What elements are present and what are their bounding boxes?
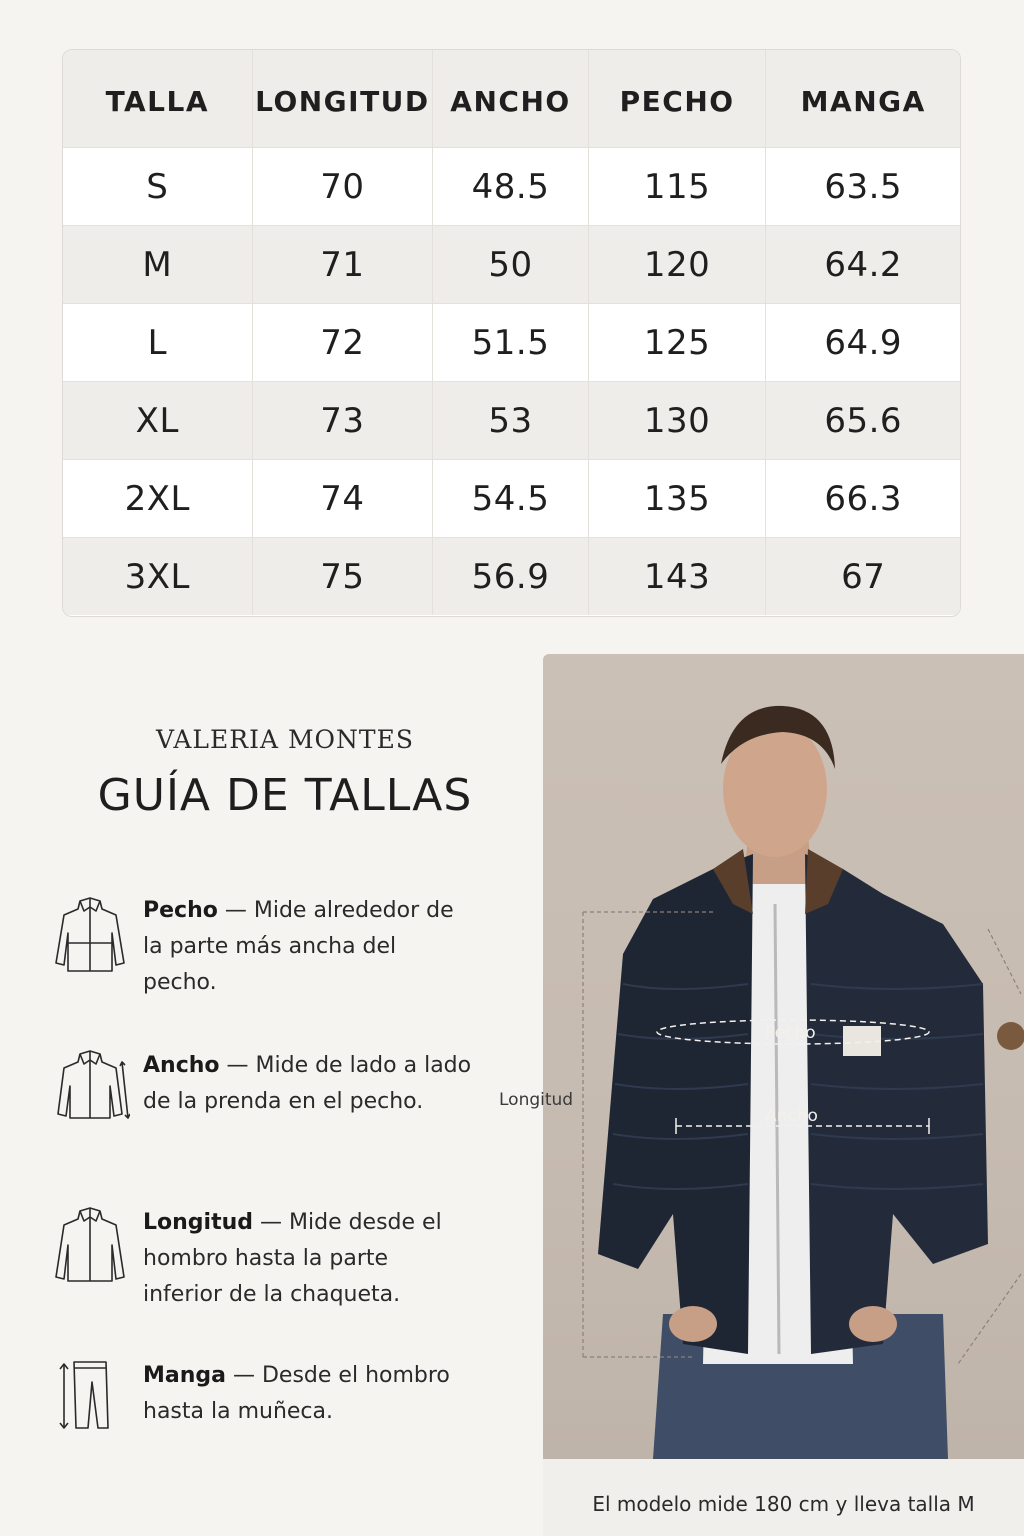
cell-longitud: 73 [252, 382, 433, 459]
cell-pecho: 125 [588, 304, 766, 381]
cell-ancho: 53 [432, 382, 588, 459]
header-talla: TALLA [105, 85, 210, 118]
cell-pecho: 130 [588, 382, 766, 459]
cell-ancho: 51.5 [432, 304, 588, 381]
table-row [63, 459, 960, 537]
cell-ancho: 48.5 [432, 148, 588, 225]
cell-manga: 65.6 [765, 382, 960, 459]
cell-longitud: 70 [252, 148, 433, 225]
jacket-icon [50, 893, 130, 983]
cell-talla: 2XL [124, 478, 190, 519]
cell-ancho: 56.9 [432, 538, 588, 615]
size-table [62, 49, 961, 617]
cell-manga: 63.5 [765, 148, 960, 225]
header-pecho: PECHO [588, 50, 766, 147]
table-header-row [63, 50, 960, 147]
cell-longitud: 71 [252, 226, 433, 303]
page-title: GUÍA DE TALLAS [97, 770, 473, 821]
table-row [63, 225, 960, 303]
cell-ancho: 54.5 [432, 460, 588, 537]
measure-longitud [50, 1205, 490, 1315]
measure-manga [50, 1358, 490, 1468]
model-illustration [543, 654, 1024, 1459]
cell-pecho: 135 [588, 460, 766, 537]
photo-caption: El modelo mide 180 cm y lleva talla M [592, 1492, 975, 1516]
measure-desc: — Desde el hombro hasta la muñeca. [143, 1363, 450, 1424]
cell-manga: 64.2 [765, 226, 960, 303]
measure-name: Pecho [143, 898, 218, 923]
measure-text [143, 893, 473, 1001]
cell-talla: XL [135, 400, 179, 441]
measure-text [143, 1205, 473, 1313]
header-longitud: LONGITUD [252, 50, 433, 147]
measure-desc: — Mide desde el hombro hasta la parte inferior de la chaqueta. [143, 1210, 442, 1307]
cell-longitud: 75 [252, 538, 433, 615]
measure-desc: — Mide de lado a lado de la prenda en el pecho. [143, 1053, 472, 1114]
table-row [63, 537, 960, 615]
cell-talla: L [147, 322, 168, 363]
measure-pecho [50, 893, 490, 1003]
jacket-width-icon [50, 1048, 130, 1138]
header-ancho: ANCHO [432, 50, 588, 147]
cell-talla: S [146, 166, 169, 207]
sleeve-icon [50, 1358, 130, 1448]
ancho-label: Ancho [765, 1106, 818, 1126]
cell-manga: 64.9 [765, 304, 960, 381]
pecho-label: Pecho [765, 1023, 816, 1043]
cell-ancho: 50 [432, 226, 588, 303]
cell-manga: 67 [765, 538, 960, 615]
table-row [63, 147, 960, 225]
measure-text [143, 1358, 473, 1430]
measure-text [143, 1048, 473, 1120]
table-row [63, 303, 960, 381]
measure-name: Ancho [143, 1053, 220, 1078]
longitud-label: Longitud [499, 1090, 574, 1110]
measure-desc: — Mide alrededor de la parte más ancha del pecho. [143, 898, 454, 995]
header-manga: MANGA [765, 50, 960, 147]
brand-name: VALERIA MONTES [156, 725, 414, 754]
model-photo [543, 654, 1024, 1459]
cell-longitud: 74 [252, 460, 433, 537]
cell-longitud: 72 [252, 304, 433, 381]
table-row [63, 381, 960, 459]
cell-pecho: 115 [588, 148, 766, 225]
cell-pecho: 143 [588, 538, 766, 615]
cell-talla: 3XL [124, 556, 190, 597]
cell-talla: M [142, 244, 173, 285]
jacket-length-icon [50, 1205, 130, 1295]
measure-name: Longitud [143, 1210, 254, 1235]
cell-pecho: 120 [588, 226, 766, 303]
measure-name: Manga [143, 1363, 226, 1388]
cell-manga: 66.3 [765, 460, 960, 537]
measure-ancho [50, 1048, 490, 1158]
